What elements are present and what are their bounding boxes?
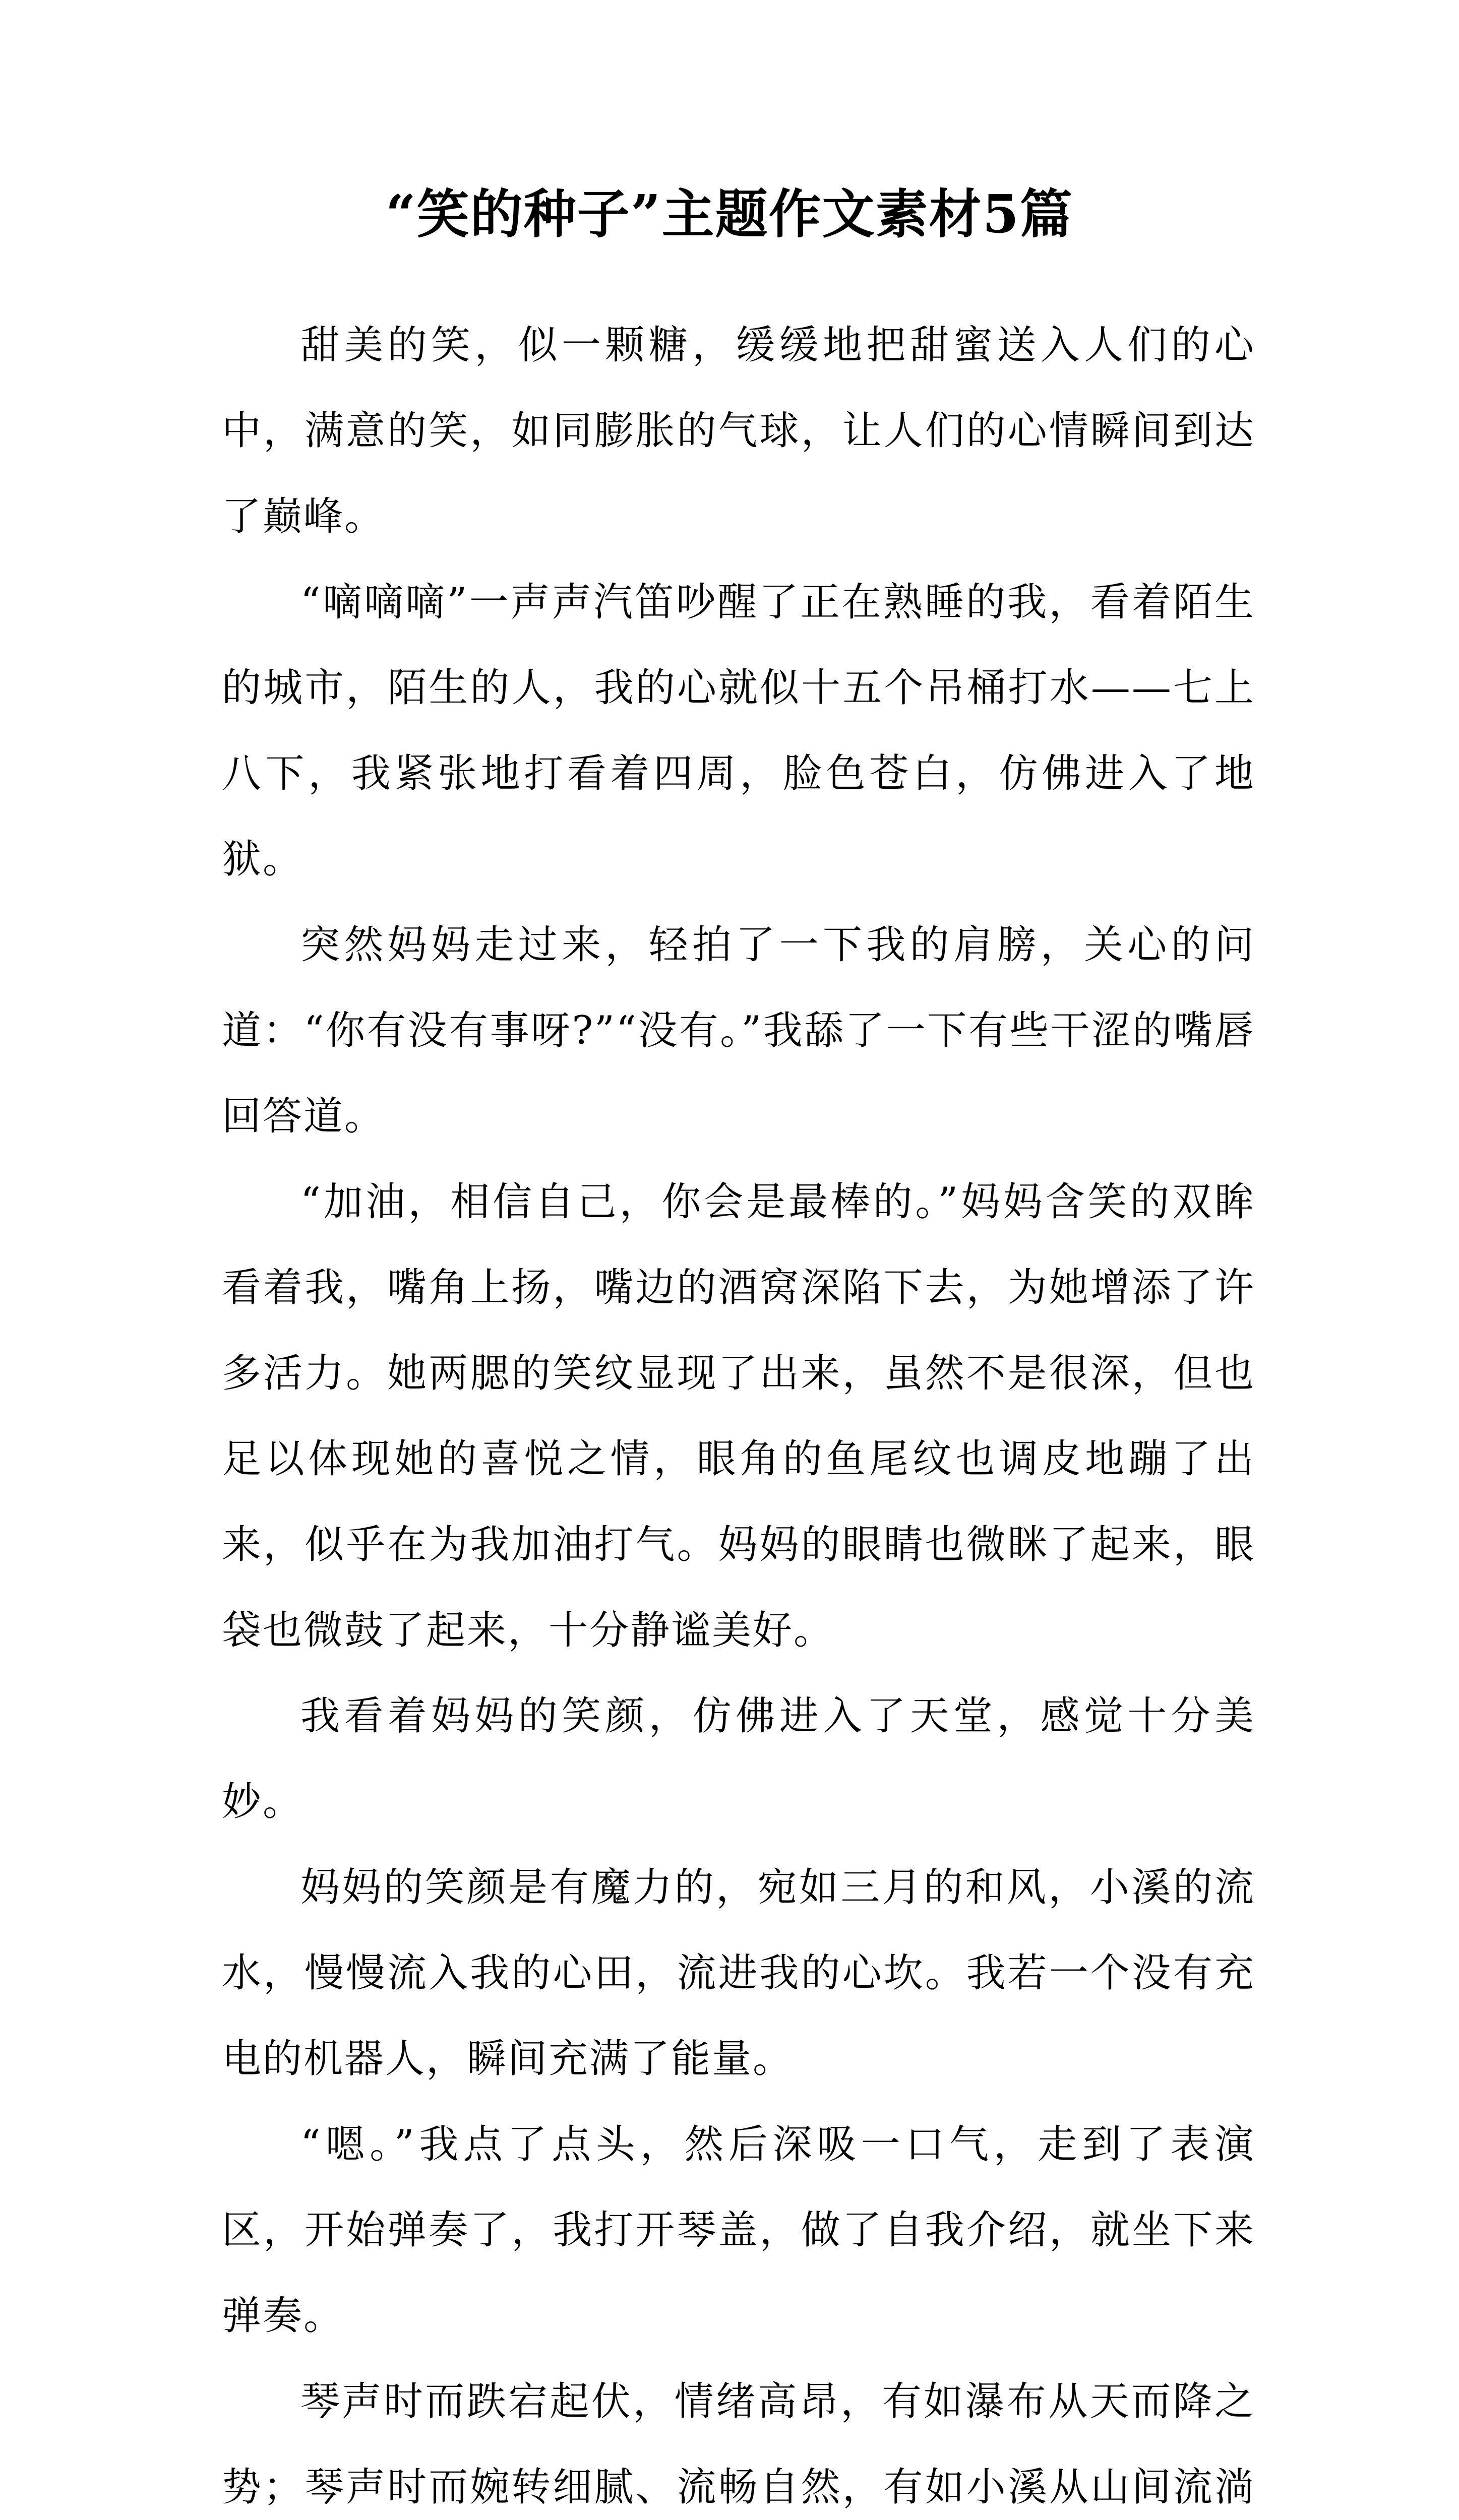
paragraph: “嘀嘀嘀”一声声汽笛吵醒了正在熟睡的我，看着陌生的城市，陌生的人，我的心就似十五个吊桶打水——七上八下，我紧张地打看着四周，脸色苍白，仿佛进入了地狱。 xyxy=(222,580,1255,882)
document-title: “笑的种子”主题作文素材5篇 xyxy=(385,183,1073,245)
paragraph: 甜美的笑，似一颗糖，缓缓地把甜蜜送入人们的心中，满意的笑，如同膨胀的气球，让人们的心情瞬间到达了巅峰。 xyxy=(222,323,1255,539)
document-body xyxy=(222,302,1255,2520)
paragraph: 琴声时而跌宕起伏，情绪高昂，有如瀑布从天而降之势；琴声时而婉转细腻、流畅自然，有如小溪从山间流淌 xyxy=(222,2379,1255,2510)
paragraph: 突然妈妈走过来，轻拍了一下我的肩膀，关心的问道：“你有没有事呀?”“没有。”我舔了一下有些干涩的嘴唇回答道。 xyxy=(222,922,1255,1139)
paragraph: 妈妈的笑颜是有魔力的，宛如三月的和风，小溪的流水，慢慢流入我的心田，流进我的心坎。我若一个没有充电的机器人，瞬间充满了能量。 xyxy=(222,1865,1255,2082)
paragraph: 我看着妈妈的笑颜，仿佛进入了天堂，感觉十分美妙。 xyxy=(222,1693,1255,1824)
paragraph: “嗯。”我点了点头，然后深吸一口气，走到了表演区，开始弹奏了，我打开琴盖，做了自我介绍，就坐下来弹奏。 xyxy=(222,2122,1255,2339)
paragraph: “加油，相信自己，你会是最棒的。”妈妈含笑的双眸看着我，嘴角上扬，嘴边的酒窝深陷下去，为她增添了许多活力。她两腮的笑纹显现了出来，虽然不是很深，但也足以体现她的喜悦之情，眼角的鱼尾纹也调皮地蹦了出来，似乎在为我加油打气。妈妈的眼睛也微眯了起来，眼袋也微鼓了起来，十分静谧美好。 xyxy=(222,1179,1255,1653)
